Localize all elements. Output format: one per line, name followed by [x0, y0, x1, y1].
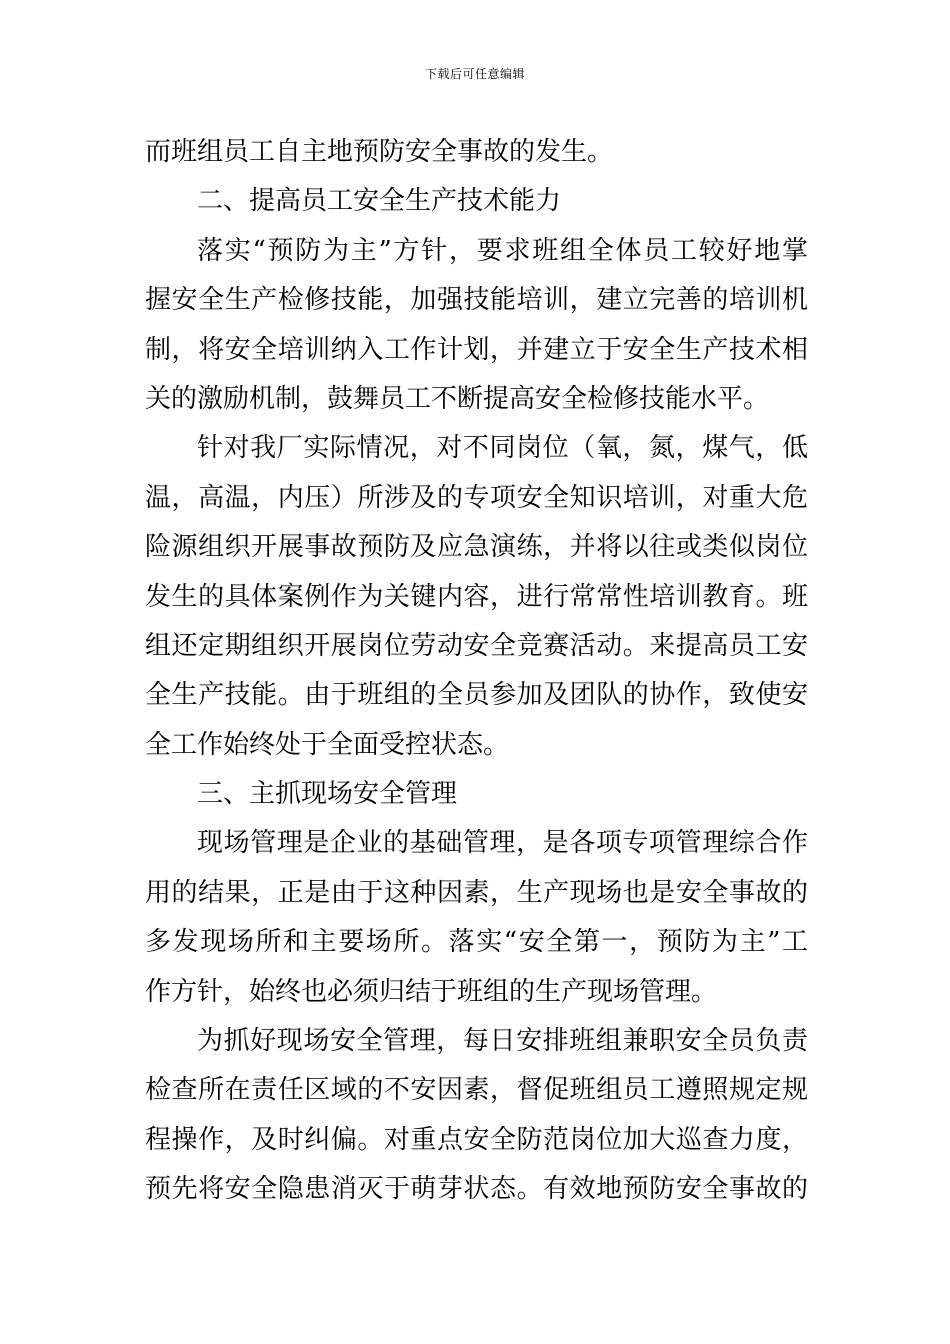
- text-line: 关的激励机制，鼓舞员工不断提高安全检修技能水平。: [145, 383, 770, 414]
- text-line: 程操作，及时纠偏。对重点安全防范岗位加大巡查力度，: [145, 1124, 808, 1155]
- text-line: 现场管理是企业的基础管理，是各项专项管理综合作: [197, 828, 808, 859]
- text-line: 温，高温，内压）所涉及的专项安全知识培训，对重大危: [145, 482, 808, 513]
- document-body: [145, 128, 808, 1215]
- text-line: 三、主抓现场安全管理: [197, 779, 458, 810]
- text-line: 二、提高员工安全生产技术能力: [197, 186, 562, 217]
- page-header: 下载后可任意编辑: [424, 67, 525, 81]
- text-line: 而班组员工自主地预防安全事故的发生。: [145, 137, 614, 167]
- text-line: 全工作始终处于全面受控状态。: [145, 729, 510, 760]
- text-line: 发生的具体案例作为关键内容，进行常常性培训教育。班: [145, 581, 808, 612]
- text-line: 握安全生产检修技能，加强技能培训，建立完善的培训机: [145, 285, 808, 316]
- text-line: 全生产技能。由于班组的全员参加及团队的协作，致使安: [145, 680, 808, 711]
- text-line: 为抓好现场安全管理，每日安排班组兼职安全员负责: [197, 1026, 808, 1057]
- text-line: 预先将安全隐患消灭于萌芽状态。有效地预防安全事故的: [145, 1174, 808, 1205]
- text-line: 多发现场所和主要场所。落实“安全第一，预防为主”工: [145, 927, 808, 958]
- text-line: 用的结果，正是由于这种因素，生产现场也是安全事故的: [145, 877, 808, 908]
- text-line: 险源组织开展事故预防及应急演练，并将以往或类似岗位: [145, 532, 808, 563]
- text-line: 针对我厂实际情况，对不同岗位（氧，氮，煤气，低: [197, 433, 808, 464]
- text-line: 落实“预防为主”方针，要求班组全体员工较好地掌: [197, 235, 808, 266]
- text-line: 组还定期组织开展岗位劳动安全竞赛活动。来提高员工安: [145, 630, 808, 661]
- text-line: 检查所在责任区域的不安因素，督促班组员工遵照规定规: [145, 1075, 808, 1106]
- text-line: 制，将安全培训纳入工作计划，并建立于安全生产技术相: [145, 334, 808, 365]
- text-line: 作方针，始终也必须归结于班组的生产现场管理。: [145, 976, 718, 1007]
